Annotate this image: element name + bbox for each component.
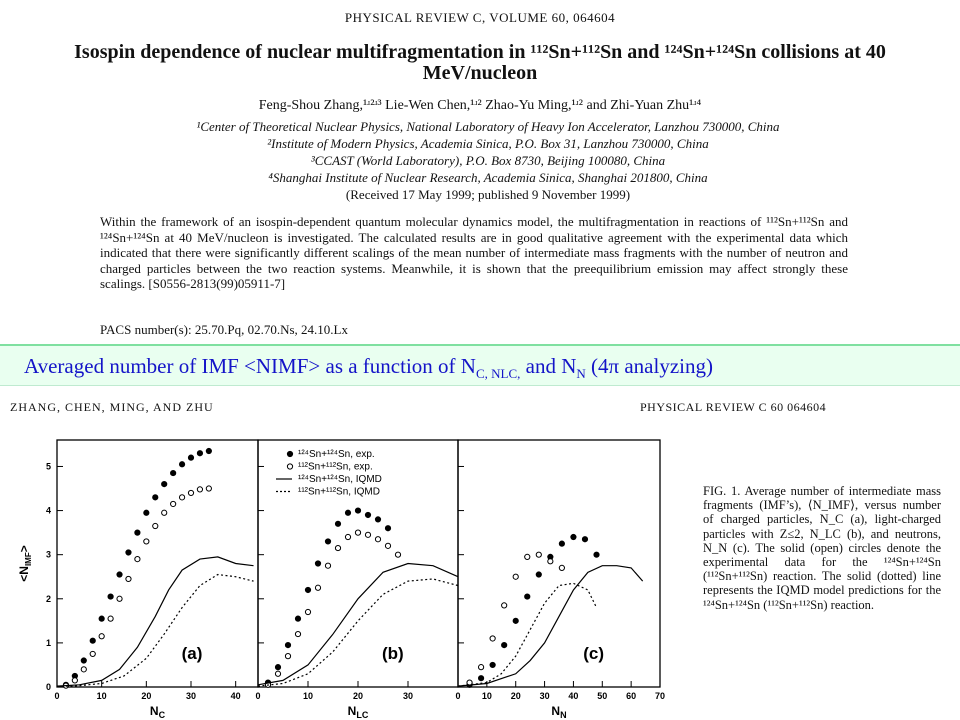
data-point-open [385, 543, 390, 548]
data-point-filled [375, 517, 380, 522]
data-point-filled [478, 676, 483, 681]
data-point-filled [513, 618, 518, 623]
data-point-filled [559, 541, 564, 546]
journal-header: PHYSICAL REVIEW C, VOLUME 60, 064604 [344, 10, 616, 25]
data-point-filled [144, 510, 149, 515]
banner-part-3: (4π analyzing) [585, 354, 713, 378]
data-point-filled [295, 616, 300, 621]
data-point-open [478, 665, 483, 670]
legend-marker-open [287, 464, 292, 469]
data-point-open [126, 576, 131, 581]
data-point-open [295, 631, 300, 636]
data-point-filled [197, 451, 202, 456]
data-point-filled [153, 495, 158, 500]
data-point-open [99, 634, 104, 639]
x-tick-label: 20 [510, 691, 521, 701]
data-point-filled [305, 587, 310, 592]
slide-banner [0, 344, 960, 386]
data-point-open [315, 585, 320, 590]
data-point-filled [126, 550, 131, 555]
x-tick-label: 30 [185, 691, 197, 701]
pacs-numbers: PACS number(s): 25.70.Pq, 02.70.Ns, 24.10.Lx [100, 322, 348, 337]
data-point-filled [355, 508, 360, 513]
data-point-filled [162, 482, 167, 487]
data-point-open [375, 537, 380, 542]
data-point-open [117, 596, 122, 601]
data-point-open [559, 565, 564, 570]
x-tick-label: 0 [455, 691, 461, 701]
data-point-open [206, 486, 211, 491]
data-point-filled [502, 642, 507, 647]
author-list: Feng-Shou Zhang,¹ʴ²ʴ³ Lie-Wen Chen,¹ʴ² Zhao-Yu Ming,¹ʴ² and Zhi-Yuan Zhu¹ʴ⁴ [258, 98, 702, 113]
data-point-open [72, 678, 77, 683]
data-point-open [108, 616, 113, 621]
data-point-open [525, 554, 530, 559]
affiliation-1: ¹Center of Theoretical Nuclear Physics, National Laboratory of Heavy Ion Accelerator, Lanzhou 730000, China [196, 119, 780, 134]
data-point-open [395, 552, 400, 557]
data-point-open [285, 654, 290, 659]
data-point-open [305, 609, 310, 614]
banner-text [24, 354, 713, 382]
figure-caption: FIG. 1. Average number of intermediate mass fragments (IMF’s), ⟨N_IMF⟩, versus number of charged particles, N_C (a), light-charged particles with Z≤2, N_LC (b), and neutrons, N_N (c). The solid (open) circles denote the experimental data for the ¹²⁴Sn+¹²⁴Sn (¹¹²Sn+¹¹²Sn) reaction. The solid (dotted) line represents the IQMD model predictions for the ¹²⁴Sn+¹²⁴Sn (¹¹²Sn+¹¹²Sn) reaction. [703, 484, 941, 612]
x-tick-label: 40 [568, 691, 579, 701]
legend-entry: ¹²⁴Sn+¹²⁴Sn, IQMD [298, 474, 382, 485]
x-tick-label: 60 [626, 691, 637, 701]
x-tick-label: 10 [96, 691, 107, 701]
received-date: (Received 17 May 1999; published 9 November 1999) [345, 187, 631, 202]
data-point-open [275, 671, 280, 676]
legend-entry: ¹¹²Sn+¹¹²Sn, exp. [298, 461, 373, 473]
y-axis-label: $<N_{IMF}>$ [17, 545, 33, 582]
x-tick-label: 0 [255, 691, 261, 701]
data-point-open [171, 501, 176, 506]
abstract: Within the framework of an isospin-dependent quantum molecular dynamics model, the multifragmentation in reactions of ¹¹²Sn+¹¹²Sn and ¹²⁴Sn+¹²⁴Sn at 40 MeV/nucleon is investigated. The calculated results are in good qualitative agreement with the experimental data which indicated that there were significantly different scalings of the mean number of intermediate mass fragments with the number of neutron and charged particles between the two reaction systems. Meanwhile, it is shown that the preequilibrium emission may affect strongly these scalings. [S0556-2813(99)05911-7] [100, 214, 848, 292]
data-point-filled [90, 638, 95, 643]
data-point-open [365, 532, 370, 537]
data-point-filled [188, 455, 193, 460]
data-point-filled [117, 572, 122, 577]
banner-sub-1: C, NLC, [475, 366, 521, 382]
paper-title: Isospin dependence of nuclear multifragmentation in ¹¹²Sn+¹¹²Sn and ¹²⁴Sn+¹²⁴Sn collisions at 40 MeV/nucleon [74, 41, 886, 84]
figure-1 [0, 425, 680, 720]
x-tick-label: 10 [302, 691, 314, 701]
data-point-open [536, 552, 541, 557]
banner-part-2: and N [520, 354, 577, 378]
data-point-open [135, 556, 140, 561]
figure-plot-group [17, 440, 665, 720]
data-point-filled [325, 539, 330, 544]
data-point-filled [365, 512, 370, 517]
data-point-filled [594, 552, 599, 557]
data-point-open [345, 534, 350, 539]
banner-sub-2: N [576, 366, 586, 382]
data-point-open [335, 545, 340, 550]
data-point-filled [285, 642, 290, 647]
affiliation-2: ²Institute of Modern Physics, Academia Sinica, P.O. Box 31, Lanzhou 730000, China [267, 136, 709, 151]
x-axis-label: $N_{LC}$ [347, 704, 369, 720]
x-tick-label: 20 [141, 691, 152, 701]
banner-part-1: Averaged number of IMF <NIMF> as a function of N [24, 354, 476, 378]
data-point-open [548, 559, 553, 564]
data-point-filled [275, 665, 280, 670]
data-point-filled [385, 526, 390, 531]
panel-frame-3 [458, 440, 660, 687]
panel-label: (c) [583, 644, 605, 663]
y-tick-label: 0 [45, 682, 51, 692]
panel-label: (b) [382, 644, 404, 663]
data-point-filled [99, 616, 104, 621]
data-point-filled [490, 662, 495, 667]
page-header-journal: PHYSICAL REVIEW C 60 064604 [640, 400, 827, 414]
y-tick-label: 1 [45, 637, 51, 648]
x-tick-label: 30 [402, 691, 414, 701]
legend-entry: ¹²⁴Sn+¹²⁴Sn, exp. [298, 449, 375, 460]
panel-label: (a) [181, 644, 203, 663]
data-point-filled [335, 521, 340, 526]
y-tick-label: 4 [45, 505, 51, 516]
data-point-open [81, 667, 86, 672]
data-point-open [502, 603, 507, 608]
data-point-filled [81, 658, 86, 663]
data-point-filled [345, 510, 350, 515]
series-line-solid [258, 564, 458, 685]
data-point-open [90, 651, 95, 656]
data-point-filled [571, 534, 576, 539]
series-line-solid [57, 557, 254, 686]
x-axis-label: $N_N$ [551, 704, 567, 720]
y-tick-label: 5 [45, 461, 51, 472]
data-point-open [153, 523, 158, 528]
data-point-filled [525, 594, 530, 599]
x-tick-label: 10 [481, 691, 492, 701]
data-point-filled [536, 572, 541, 577]
data-point-filled [179, 462, 184, 467]
data-point-open [162, 510, 167, 515]
x-tick-label: 20 [352, 691, 364, 701]
y-tick-label: 2 [45, 593, 51, 604]
affiliation-4: ⁴Shanghai Institute of Nuclear Research, Academia Sinica, Shanghai 201800, China [268, 170, 708, 185]
data-point-open [197, 487, 202, 492]
data-point-filled [135, 530, 140, 535]
x-axis-label: $N_C$ [149, 704, 166, 720]
panel-frame-1 [57, 440, 258, 687]
page-header-authors: ZHANG, CHEN, MING, AND ZHU [10, 400, 214, 414]
data-point-filled [582, 537, 587, 542]
x-tick-label: 0 [54, 691, 60, 701]
data-point-open [325, 563, 330, 568]
x-tick-label: 40 [230, 691, 241, 701]
data-point-open [188, 490, 193, 495]
affiliations [88, 118, 888, 203]
data-point-filled [315, 561, 320, 566]
x-tick-label: 70 [654, 691, 666, 701]
data-point-open [490, 636, 495, 641]
data-point-filled [206, 448, 211, 453]
data-point-open [355, 530, 360, 535]
series-line-dotted [258, 579, 458, 686]
data-point-filled [108, 594, 113, 599]
affiliation-3: ³CCAST (World Laboratory), P.O. Box 8730, Beijing 100080, China [310, 153, 666, 168]
series-line-solid [458, 566, 643, 686]
legend-marker-filled [287, 451, 292, 456]
data-point-open [179, 495, 184, 500]
x-tick-label: 30 [539, 691, 550, 701]
data-point-filled [171, 470, 176, 475]
x-tick-label: 50 [597, 691, 608, 701]
legend-entry: ¹¹²Sn+¹¹²Sn, IQMD [298, 486, 380, 498]
data-point-open [144, 539, 149, 544]
y-tick-label: 3 [45, 549, 51, 560]
data-point-open [513, 574, 518, 579]
